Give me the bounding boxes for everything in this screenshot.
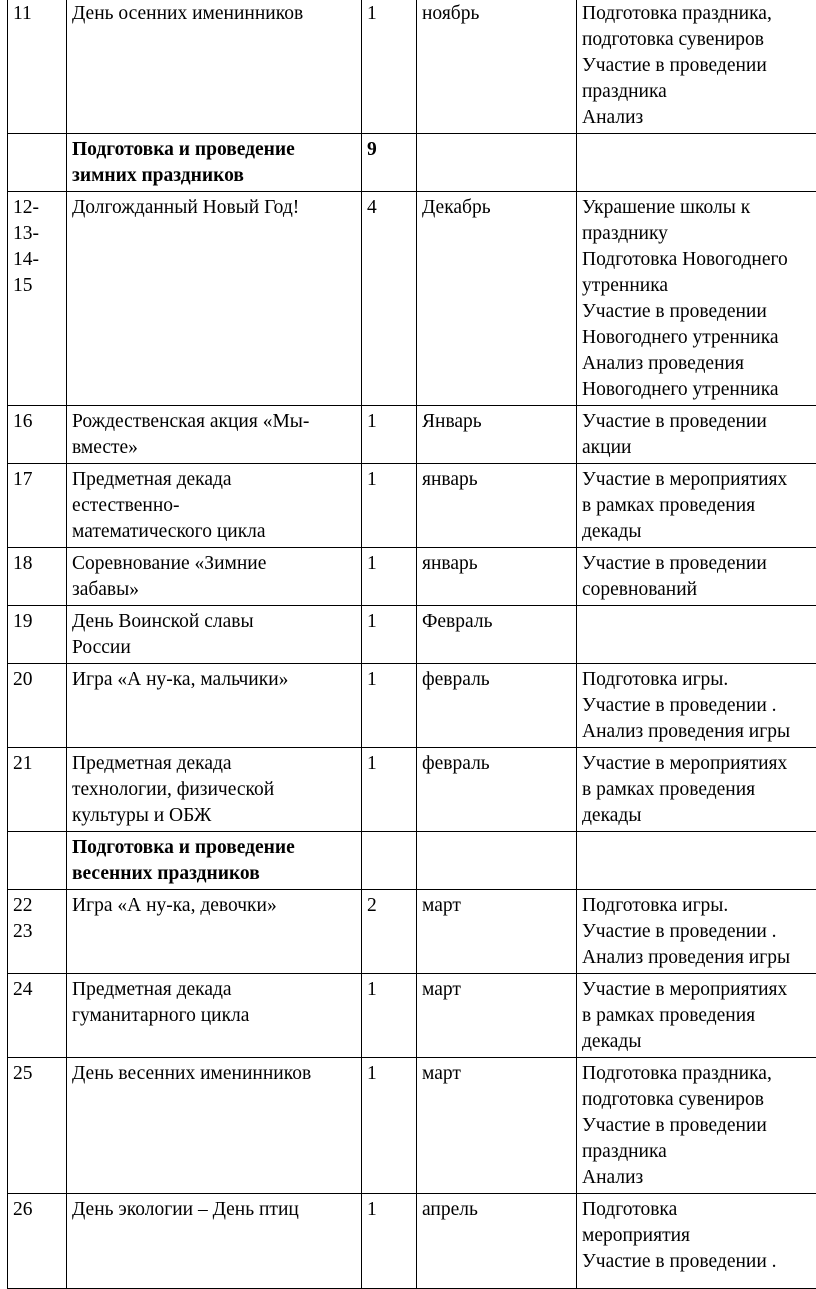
table-row [8,192,816,406]
event-name-cell [67,192,362,406]
table-row [8,748,816,832]
activity-line: подготовка сувениров [582,27,816,53]
row-number: 24 [13,977,61,1003]
event-name-line: День Воинской славы [72,609,356,635]
event-name-cell [67,406,362,464]
row-number: 17 [13,467,61,493]
activity-line: Подготовка игры. [582,667,816,693]
activity-line: Новогоднего утренника [582,325,816,351]
hours-value: 1 [367,467,411,493]
event-name-line: Долгожданный Новый Год! [72,195,356,221]
activity-line: декады [582,519,816,545]
activities-cell [577,406,816,464]
activity-line: Анализ [582,105,816,131]
hours-value: 4 [367,195,411,221]
section-title-line: весенних праздников [72,861,356,887]
event-name-line: День весенних именинников [72,1061,356,1087]
activity-line: Участие в мероприятиях [582,977,816,1003]
number-cell [8,606,67,664]
event-plan-table [7,0,816,1289]
month-cell [417,748,577,832]
row-number: 23 [13,919,61,945]
event-name-cell [67,464,362,548]
table-row [8,890,816,974]
hours-cell [362,192,417,406]
section-hours: 9 [367,137,411,163]
section-title-cell [67,832,362,890]
activities-cell [577,832,816,890]
number-cell [8,464,67,548]
row-number: 26 [13,1197,61,1223]
activity-line: Украшение школы к [582,195,816,221]
event-name-line: День экологии – День птиц [72,1197,356,1223]
activities-cell [577,1194,816,1289]
month-cell [417,664,577,748]
month-cell [417,0,577,134]
activity-line: Участие в проведении . [582,919,816,945]
event-name-line: забавы» [72,577,356,603]
month-cell [417,134,577,192]
hours-value: 2 [367,893,411,919]
section-title-line: Подготовка и проведение [72,835,356,861]
activities-cell [577,890,816,974]
activity-line: декады [582,1029,816,1055]
row-number: 14- [13,247,61,273]
hours-cell [362,464,417,548]
row-number: 25 [13,1061,61,1087]
row-number: 19 [13,609,61,635]
activities-cell [577,464,816,548]
event-name-line: Рождественская акция «Мы- [72,409,356,435]
month-cell [417,974,577,1058]
hours-value: 1 [367,977,411,1003]
hours-value: 1 [367,551,411,577]
hours-cell [362,0,417,134]
event-name-cell [67,890,362,974]
month-cell [417,548,577,606]
number-cell [8,406,67,464]
event-name-cell [67,1194,362,1289]
hours-value: 1 [367,1,411,27]
number-cell [8,1058,67,1194]
hours-cell [362,134,417,192]
hours-cell [362,1058,417,1194]
number-cell [8,890,67,974]
activities-cell [577,1058,816,1194]
hours-value: 1 [367,751,411,777]
hours-cell [362,606,417,664]
hours-cell [362,548,417,606]
month-cell [417,1194,577,1289]
event-name-cell [67,974,362,1058]
row-number: 22 [13,893,61,919]
activity-line: Анализ проведения игры [582,719,816,745]
hours-cell [362,1194,417,1289]
table-row [8,464,816,548]
event-name-cell [67,748,362,832]
month-cell [417,832,577,890]
row-number: 12- [13,195,61,221]
hours-cell [362,748,417,832]
section-header-row [8,134,816,192]
activity-line: мероприятия [582,1223,816,1249]
hours-cell [362,974,417,1058]
number-cell [8,192,67,406]
table-row [8,606,816,664]
section-title-cell [67,134,362,192]
activity-line: в рамках проведения [582,493,816,519]
section-header-row [8,832,816,890]
month-value: январь [422,467,571,493]
event-plan-body [8,0,816,1289]
month-cell [417,606,577,664]
activity-line: Подготовка Новогоднего [582,247,816,273]
number-cell [8,548,67,606]
event-name-line: Игра «А ну-ка, мальчики» [72,667,356,693]
event-name-line: Игра «А ну-ка, девочки» [72,893,356,919]
table-row [8,1058,816,1194]
month-cell [417,464,577,548]
event-name-line: математического цикла [72,519,356,545]
activity-line: Участие в проведении [582,1113,816,1139]
section-title-line: зимних праздников [72,163,356,189]
activity-line: в рамках проведения [582,777,816,803]
activity-line: праздника [582,79,816,105]
month-value: Декабрь [422,195,571,221]
activities-cell [577,664,816,748]
activities-cell [577,192,816,406]
row-number: 15 [13,273,61,299]
section-title-line: Подготовка и проведение [72,137,356,163]
hours-cell [362,890,417,974]
event-name-line: гуманитарного цикла [72,1003,356,1029]
table-row [8,974,816,1058]
activity-line: Участие в проведении [582,299,816,325]
month-value: апрель [422,1197,571,1223]
number-cell [8,974,67,1058]
activity-line: Подготовка игры. [582,893,816,919]
month-value: март [422,1061,571,1087]
hours-value: 1 [367,409,411,435]
number-cell [8,0,67,134]
row-number: 20 [13,667,61,693]
month-value: Январь [422,409,571,435]
number-cell [8,134,67,192]
event-name-line: Предметная декада [72,751,356,777]
month-cell [417,890,577,974]
month-value: март [422,977,571,1003]
row-number: 13- [13,221,61,247]
event-name-line: День осенних именинников [72,1,356,27]
table-row [8,0,816,134]
month-value: Февраль [422,609,571,635]
activities-cell [577,974,816,1058]
activity-line: подготовка сувениров [582,1087,816,1113]
event-name-cell [67,664,362,748]
table-row [8,664,816,748]
table-row [8,406,816,464]
activities-cell [577,0,816,134]
activity-line: декады [582,803,816,829]
hours-cell [362,832,417,890]
activity-line: Новогоднего утренника [582,377,816,403]
month-value: март [422,893,571,919]
event-name-cell [67,1058,362,1194]
row-number: 11 [13,1,61,27]
activities-cell [577,134,816,192]
activities-cell [577,748,816,832]
hours-value: 1 [367,667,411,693]
event-name-line: Предметная декада [72,467,356,493]
row-number: 16 [13,409,61,435]
event-name-line: Предметная декада [72,977,356,1003]
month-cell [417,406,577,464]
event-name-line: культуры и ОБЖ [72,803,356,829]
hours-cell [362,664,417,748]
row-number: 21 [13,751,61,777]
activity-line: Участие в проведении . [582,1249,816,1275]
activities-cell [577,606,816,664]
table-row [8,548,816,606]
row-number: 18 [13,551,61,577]
hours-value: 1 [367,609,411,635]
hours-value: 1 [367,1197,411,1223]
activity-line: Участие в проведении [582,551,816,577]
hours-cell [362,406,417,464]
activity-line: Участие в мероприятиях [582,467,816,493]
table-row [8,1194,816,1289]
activity-line: празднику [582,221,816,247]
number-cell [8,1194,67,1289]
month-cell [417,1058,577,1194]
activity-line: Анализ проведения игры [582,945,816,971]
event-name-line: Соревнование «Зимние [72,551,356,577]
activity-line: акции [582,435,816,461]
activity-line: Анализ [582,1165,816,1191]
event-name-cell [67,0,362,134]
activities-cell [577,548,816,606]
month-value: январь [422,551,571,577]
activity-line: Подготовка [582,1197,816,1223]
activity-line: в рамках проведения [582,1003,816,1029]
month-value: ноябрь [422,1,571,27]
number-cell [8,748,67,832]
activity-line: Анализ проведения [582,351,816,377]
month-value: февраль [422,751,571,777]
number-cell [8,832,67,890]
activity-line: утренника [582,273,816,299]
activity-line: Участие в проведении [582,53,816,79]
event-name-line: технологии, физической [72,777,356,803]
activity-line: Участие в проведении . [582,693,816,719]
event-name-line: вместе» [72,435,356,461]
number-cell [8,664,67,748]
activity-line: соревнований [582,577,816,603]
activity-line: Участие в проведении [582,409,816,435]
activity-line: Подготовка праздника, [582,1,816,27]
month-cell [417,192,577,406]
hours-value: 1 [367,1061,411,1087]
activity-line: Участие в мероприятиях [582,751,816,777]
event-name-line: естественно- [72,493,356,519]
event-name-line: России [72,635,356,661]
event-name-cell [67,548,362,606]
event-name-cell [67,606,362,664]
month-value: февраль [422,667,571,693]
activity-line: Подготовка праздника, [582,1061,816,1087]
activity-line: праздника [582,1139,816,1165]
